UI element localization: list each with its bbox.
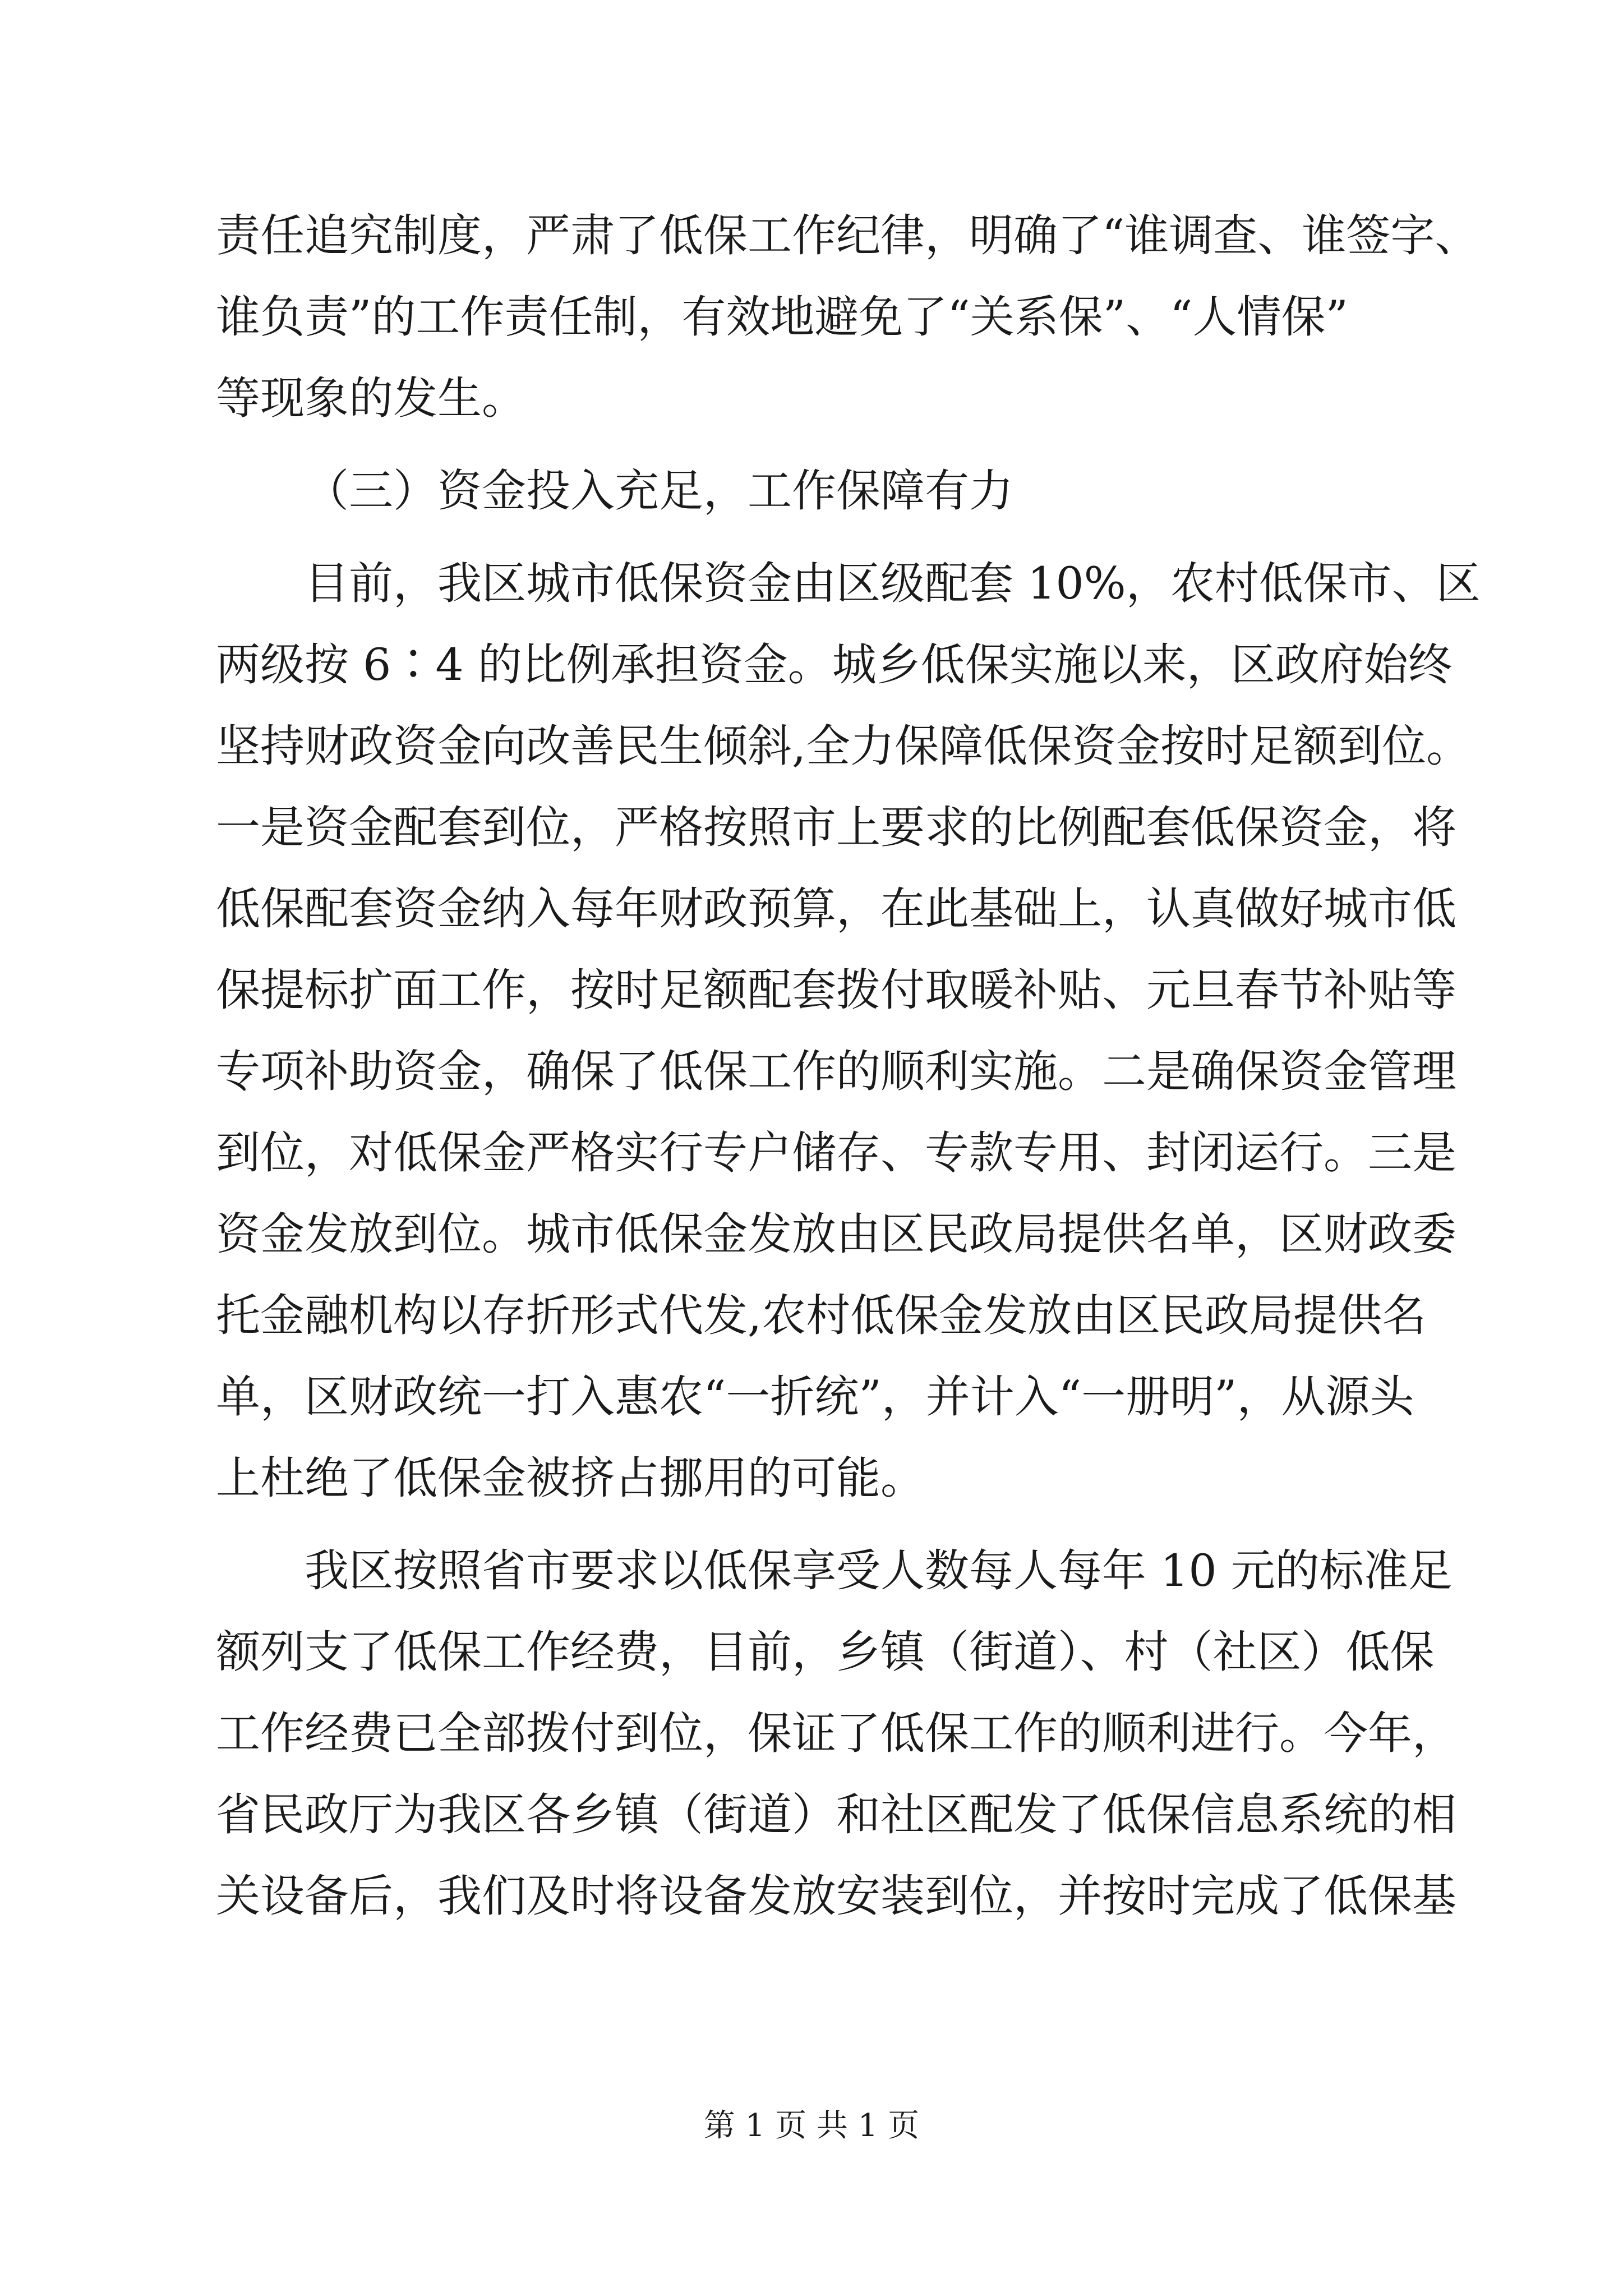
text-line: 责任追究制度，严肃了低保工作纪律，明确了“谁调查、谁签字、 <box>216 210 1479 261</box>
text-line: 上杜绝了低保金被挤占挪用的可能。 <box>216 1452 925 1504</box>
text-line: 谁负责”的工作责任制，有效地避免了“关系保”、“人情保” <box>216 291 1348 343</box>
text-line: 一是资金配套到位，严格按照市上要求的比例配套低保资金，将 <box>216 802 1456 853</box>
text-line: 工作经费已全部拨付到位，保证了低保工作的顺利进行。今年， <box>216 1708 1456 1759</box>
text-line: 单，区财政统一打入惠农“一折统”，并计入“一册明”，从源头 <box>216 1371 1414 1423</box>
text-line: 省民政厅为我区各乡镇（街道）和社区配发了低保信息系统的相 <box>216 1789 1456 1841</box>
text-line: 到位，对低保金严格实行专户储存、专款专用、封闭运行。三是 <box>216 1127 1456 1179</box>
text-line: 两级按 6∶4 的比例承担资金。城乡低保实施以来，区政府始终 <box>216 639 1453 691</box>
text-line: 资金发放到位。城市低保金发放由区民政局提供名单，区财政委 <box>216 1208 1456 1260</box>
text-line: 额列支了低保工作经费，目前，乡镇（街道）、村（社区）低保 <box>216 1626 1435 1678</box>
text-line: 低保配套资金纳入每年财政预算，在此基础上，认真做好城市低 <box>216 883 1456 935</box>
page-footer: 第 1 页 共 1 页 <box>703 2108 920 2144</box>
text-line: 我区按照省市要求以低保享受人数每人每年 10 元的标准足 <box>216 1545 1453 1596</box>
text-line: 关设备后，我们及时将设备发放安装到位，并按时完成了低保基 <box>216 1870 1456 1922</box>
body-text <box>216 195 1481 1937</box>
text-line: 目前，我区城市低保资金由区级配套 10%，农村低保市、区 <box>216 558 1481 609</box>
section-heading: （三）资金投入充足，工作保障有力 <box>305 465 1013 517</box>
text-line: 等现象的发生。 <box>216 372 526 424</box>
text-line: 坚持财政资金向改善民生倾斜,全力保障低保资金按时足额到位。 <box>216 720 1471 772</box>
text-line: 专项补助资金，确保了低保工作的顺利实施。二是确保资金管理 <box>216 1046 1456 1097</box>
text-line: 托金融机构以存折形式代发,农村低保金发放由区民政局提供名 <box>216 1290 1427 1341</box>
text-line: 保提标扩面工作，按时足额配套拨付取暖补贴、元旦春节补贴等 <box>216 964 1456 1016</box>
